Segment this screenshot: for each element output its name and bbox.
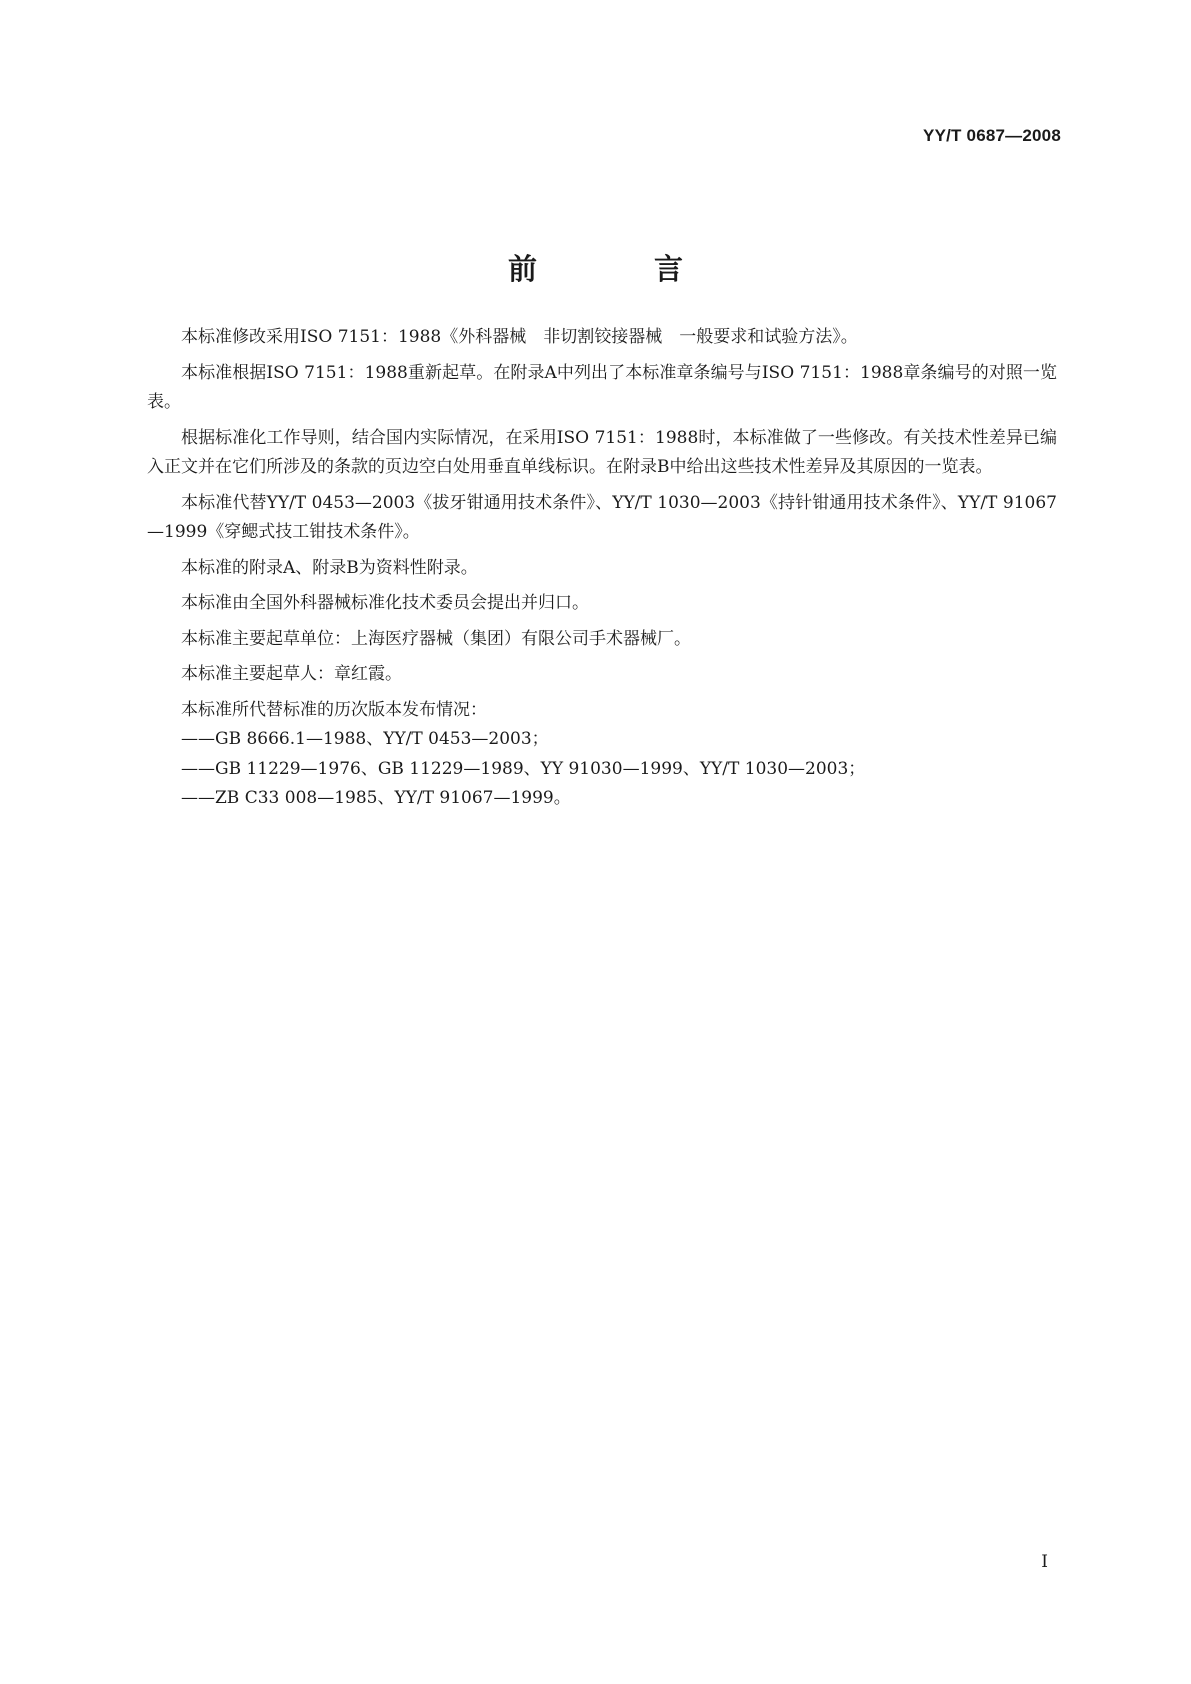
history-list-item: ——ZB C33 008—1985、YY/T 91067—1999。 [181, 788, 571, 808]
paragraph-proposer: 本标准由全国外科器械标准化技术委员会提出并归口。 [181, 593, 589, 613]
paragraph-annexes: 本标准的附录A、附录B为资料性附录。 [181, 557, 478, 578]
history-list-item: ——GB 8666.1—1988、YY/T 0453—2003； [181, 729, 549, 749]
paragraph-redrafting: 本标准根据ISO 7151：1988重新起草。在附录A中列出了本标准章条编号与ISO 7151：1988章条编号的对照一览表。 [147, 362, 1057, 412]
paragraph-adoption: 本标准修改采用ISO 7151：1988《外科器械 非切割铰接器械 一般要求和试验方法》。 [181, 327, 858, 347]
paragraph-drafting-unit: 本标准主要起草单位：上海医疗器械（集团）有限公司手术器械厂。 [181, 628, 691, 649]
paragraph-drafter: 本标准主要起草人：章红霞。 [181, 664, 402, 684]
foreword-body [147, 323, 1057, 814]
paragraph-replaces: 本标准代替YY/T 0453—2003《拔牙钳通用技术条件》、YY/T 1030—2003《持针钳通用技术条件》、YY/T 91067—1999《穿鳃式技工钳技术条件》。 [147, 492, 1057, 542]
standard-code: YY/T 0687—2008 [923, 126, 1061, 145]
page-number: I [1041, 1552, 1048, 1572]
paragraph-history-intro: 本标准所代替标准的历次版本发布情况： [181, 699, 487, 720]
page-title: 前 言 [507, 252, 727, 287]
paragraph-modifications: 根据标准化工作导则，结合国内实际情况，在采用ISO 7151：1988时，本标准做了一些修改。有关技术性差异已编入正文并在它们所涉及的条款的页边空白处用垂直单线标识。在附录B中给出这些技术性差异及其原因的一览表。 [147, 427, 1057, 477]
history-list-item: ——GB 11229—1976、GB 11229—1989、YY 91030—1999、YY/T 1030—2003； [181, 758, 866, 779]
